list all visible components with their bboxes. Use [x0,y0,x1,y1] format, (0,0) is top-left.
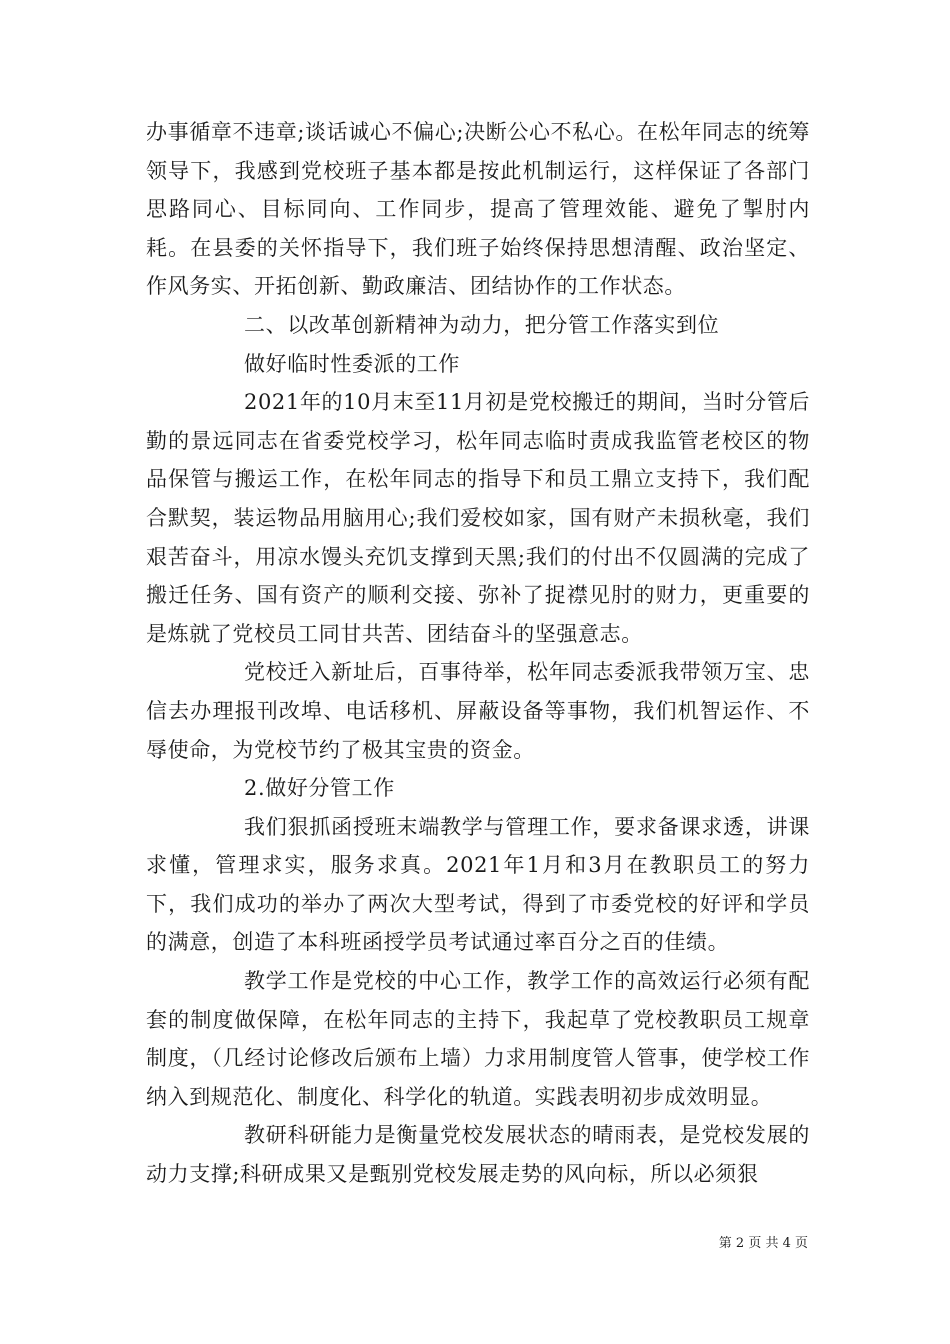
paragraph-teaching-rules: 教学工作是党校的中心工作，教学工作的高效运行必须有配套的制度做保障，在松年同志的主持下，我起草了党校教职员工规章制度，（几经讨论修改后颁布上墙）力求用制度管人管事，使学校工作纳入到规范化、制度化、科学化的轨道。实践表明初步成效明显。 [146,969,810,1109]
subheading-managed-work: 2.做好分管工作 [244,776,395,801]
document-body [146,113,810,1194]
paragraph-1: 办事循章不违章;谈话诚心不偏心;决断公心不私心。在松年同志的统筹领导下，我感到党校班子基本都是按此机制运行，这样保证了各部门思路同心、目标同向、工作同步，提高了管理效能、避免了掣肘内耗。在县委的关怀指导下，我们班子始终保持思想清醒、政治坚定、作风务实、开拓创新、勤政廉洁、团结协作的工作状态。 [146,120,810,299]
subheading-temporary-work: 做好临时性委派的工作 [244,351,460,376]
paragraph-correspondence-class: 我们狠抓函授班末端教学与管理工作，要求备课求透，讲课求懂，管理求实，服务求真。2021年1月和3月在教职员工的努力下，我们成功的举办了两次大型考试，得到了市委党校的好评和学员的满意，创造了本科班函授学员考试通过率百分之百的佳绩。 [146,814,810,955]
page-number-footer: 第 2 页 共 4 页 [718,1236,808,1251]
paragraph-new-site: 党校迁入新址后，百事待举，松年同志委派我带领万宝、忠信去办理报刊改埠、电话移机、屏蔽设备等事物，我们机智运作、不辱使命，为党校节约了极其宝贵的资金。 [146,660,810,762]
paragraph-research: 教研科研能力是衡量党校发展状态的晴雨表，是党校发展的动力支撑;科研成果又是甄别党校发展走势的风向标，所以必须狠 [146,1123,810,1187]
section-heading-2: 二、以改革创新精神为动力，把分管工作落实到位 [244,312,720,337]
paragraph-relocation: 2021年的10月末至11月初是党校搬迁的期间，当时分管后勤的景远同志在省委党校学习，松年同志临时责成我监管老校区的物品保管与搬运工作，在松年同志的指导下和员工鼎立支持下，我们配合默契，装运物品用脑用心;我们爱校如家，国有财产未损秋毫，我们艰苦奋斗，用凉水馒头充饥支撑到天黑;我们的付出不仅圆满的完成了搬迁任务、国有资产的顺利交接、弥补了捉襟见肘的财力，更重要的是炼就了党校员工同甘共苦、团结奋斗的坚强意志。 [146,390,810,646]
